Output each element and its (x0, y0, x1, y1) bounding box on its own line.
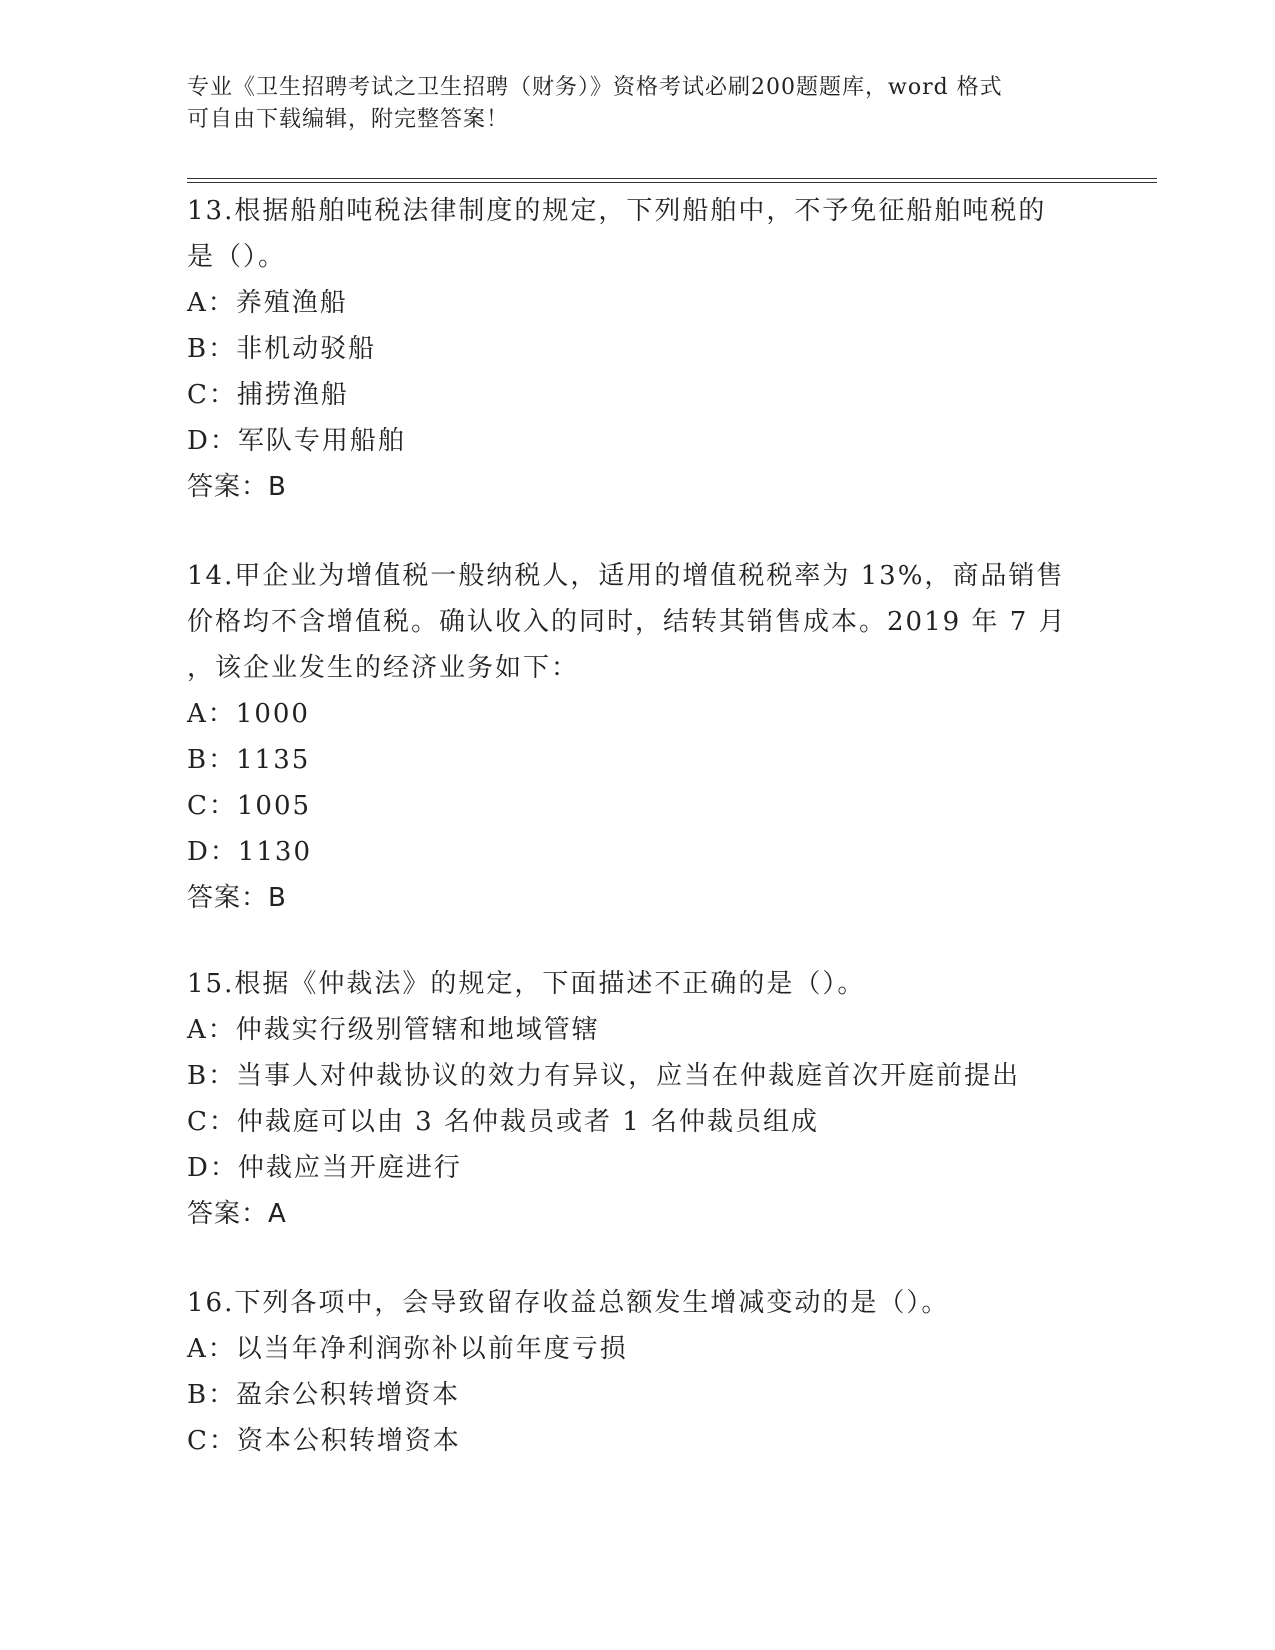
option-b: B：盈余公积转增资本 (187, 1380, 461, 1410)
question-text: 16.下列各项中，会导致留存收益总额发生增减变动的是（）。 (187, 1288, 950, 1318)
header-line-2: 可自由下载编辑，附完整答案！ (187, 107, 510, 132)
header-line-1: 专业《卫生招聘考试之卫生招聘（财务）》资格考试必刷200题题库，word 格式 (187, 75, 1003, 100)
question-text: 14.甲企业为增值税一般纳税人，适用的增值税税率为 13%，商品销售 (187, 561, 1065, 591)
header-divider-top (187, 178, 1157, 179)
option-b: B：当事人对仲裁协议的效力有异议，应当在仲裁庭首次开庭前提出 (187, 1061, 1021, 1091)
answer: 答案：B (187, 883, 287, 913)
answer: 答案：A (187, 1199, 287, 1229)
option-c: C：资本公积转增资本 (187, 1426, 461, 1456)
question-13 (187, 188, 1087, 510)
option-c: C：仲裁庭可以由 3 名仲裁员或者 1 名仲裁员组成 (187, 1107, 820, 1137)
question-16 (187, 1280, 1087, 1464)
option-a: A：以当年净利润弥补以前年度亏损 (187, 1334, 628, 1364)
option-c: C：捕捞渔船 (187, 380, 349, 410)
option-b: B：1135 (187, 745, 311, 775)
question-text: 15.根据《仲裁法》的规定，下面描述不正确的是（）。 (187, 969, 866, 999)
question-text: ，该企业发生的经济业务如下： (187, 653, 580, 683)
option-d: D：军队专用船舶 (187, 426, 406, 456)
question-14 (187, 553, 1087, 921)
option-b: B：非机动驳船 (187, 334, 377, 364)
option-d: D：仲裁应当开庭进行 (187, 1153, 462, 1183)
question-text: 是（）。 (187, 242, 287, 272)
option-c: C：1005 (187, 791, 312, 821)
document-header (187, 72, 1067, 136)
question-text: 价格均不含增值税。确认收入的同时，结转其销售成本。2019 年 7 月 (187, 607, 1067, 637)
option-d: D：1130 (187, 837, 313, 867)
question-text: 13.根据船舶吨税法律制度的规定，下列船舶中，不予免征船舶吨税的 (187, 196, 1047, 226)
header-divider-bottom (187, 182, 1157, 183)
question-15 (187, 961, 1087, 1237)
answer: 答案：B (187, 472, 287, 502)
option-a: A：养殖渔船 (187, 288, 348, 318)
option-a: A：1000 (187, 699, 310, 729)
option-a: A：仲裁实行级别管辖和地域管辖 (187, 1015, 600, 1045)
